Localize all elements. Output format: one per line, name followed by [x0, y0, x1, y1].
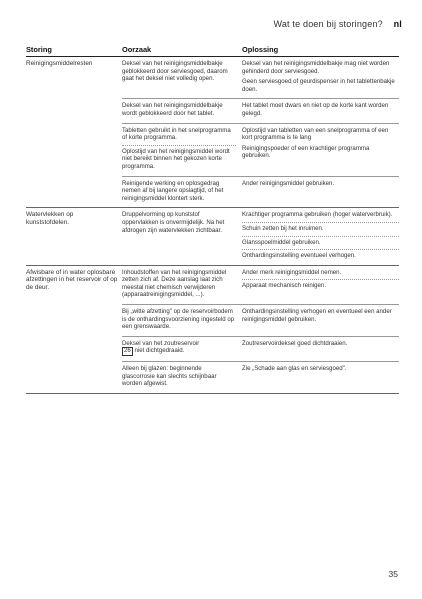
oorzaak-text: Inhoudstoffen van het reinigingsmiddel zetten zich af. Deze aanslag laat zich meestal niet chemisch verwijderen (apparaatreinigingsmiddel, ...).	[122, 268, 227, 299]
storing-cell: Watervlekken op kunststofdelen.	[26, 211, 74, 227]
column-header-storing: Storing	[26, 45, 52, 54]
oorzaak-text	[122, 340, 236, 356]
oplossing-text: Het tablet moet dwars en niet op de korte kant worden gelegd.	[242, 102, 389, 117]
troubleshooting-table	[26, 45, 399, 394]
oplossing-text: Zie „Schade aan glas en serviesgoed".	[242, 365, 347, 373]
language-code: nl	[393, 19, 402, 29]
oorzaak-text: Alleen bij glazen: beginnende glascorrosie kan slechts schijnbaar worden afgewist.	[122, 365, 217, 388]
table-section	[26, 57, 399, 208]
oplossing-text: Schuin zetten bij het inruimen.	[242, 222, 399, 233]
oplossing-text: Onthardingsinstelling verhogen en eventueel een ander reinigingsmiddel gebruiken.	[242, 308, 392, 323]
oplossing-text: Ander reinigingsmiddel gebruiken.	[242, 179, 335, 187]
table-row	[122, 176, 399, 206]
storing-cell: Reinigingsmiddelresten	[26, 60, 93, 67]
part-number-box: 26	[124, 347, 131, 355]
oplossing-text: Onthardingsinstelling eventueel verhogen.	[242, 249, 399, 260]
page-number: 35	[388, 569, 398, 579]
table-row	[122, 269, 399, 302]
oorzaak-text-pre: Deksel van het zoutreservoir	[122, 339, 200, 347]
oplossing-text: Geen serviesgoed of geurdispenser in het tablettenbakje doen.	[242, 78, 395, 93]
table-row	[122, 123, 399, 174]
oorzaak-text: Tabletten gebruikt in het snelprogramma of korte programma.	[122, 126, 231, 142]
page-header	[273, 19, 402, 29]
oplossing-text: Apparaat mechanisch reinigen.	[242, 279, 399, 290]
table-row	[122, 211, 399, 262]
oplossing-text: Zoutreservoirdeksel goed dichtdraaien.	[242, 339, 348, 347]
table-row	[122, 60, 399, 96]
oorzaak-text: Oplostijd van het reinigingsmiddel wordt niet bereikt binnen het gekozen korte programma.	[122, 145, 236, 171]
oorzaak-text: Druppelvorming op kunststof oppervlakken is onvermijdelijk. Na het afdrogen zijn watervlekken zichtbaar.	[122, 211, 225, 234]
oplossing-text: Ander merk reinigingsmiddel nemen.	[242, 268, 342, 276]
oorzaak-text: Deksel van het reinigingsmiddelbakje geblokkeerd door serviesgoed, daarom gaat het deksel niet volledig open.	[122, 60, 228, 83]
column-header-oplossing: Oplossing	[242, 45, 279, 54]
oorzaak-text-post: niet dichtgedraaid.	[132, 347, 185, 355]
oorzaak-text: Bij „witte afzetting" op de reservoirbodem is de onthardingsvoorziening ingesteld op een grenswaarde.	[122, 308, 235, 331]
table-section	[26, 208, 399, 265]
oplossing-text: Glansspoelmiddel gebruiken.	[242, 236, 399, 247]
oorzaak-text: Deksel van het reinigingsmiddelbakje wordt geblokkeerd door het tablet.	[122, 102, 223, 117]
column-header-oorzaak: Oorzaak	[122, 45, 152, 54]
table-row	[122, 304, 399, 334]
header-title: Wat te doen bij storingen?	[273, 19, 383, 29]
table-row	[122, 361, 399, 391]
table-header	[26, 45, 399, 57]
oplossing-text: Krachtiger programma gebruiken (hoger waterverbruik).	[242, 211, 393, 219]
table-section	[26, 266, 399, 394]
table-row	[122, 336, 399, 359]
oplossing-text: Reinigingspoeder of een krachtiger programma gebruiken.	[242, 144, 370, 160]
oplossing-text: Deksel van het reinigingsmiddelbakje mag niet worden gehinderd door serviesgoed.	[242, 60, 390, 75]
oplossing-text: Oplostijd van tabletten van een snelprogramma of een kort programma is te lang	[242, 126, 389, 142]
oorzaak-text: Reinigende werking en oplosgedrag nemen af bij langere opslagtijd, of het reinigingsmiddel klontert sterk.	[122, 179, 224, 202]
storing-cell: Afwisbare of in water oplosbare afzettingen in het reservoir of op de deur.	[26, 268, 118, 292]
table-row	[122, 98, 399, 120]
